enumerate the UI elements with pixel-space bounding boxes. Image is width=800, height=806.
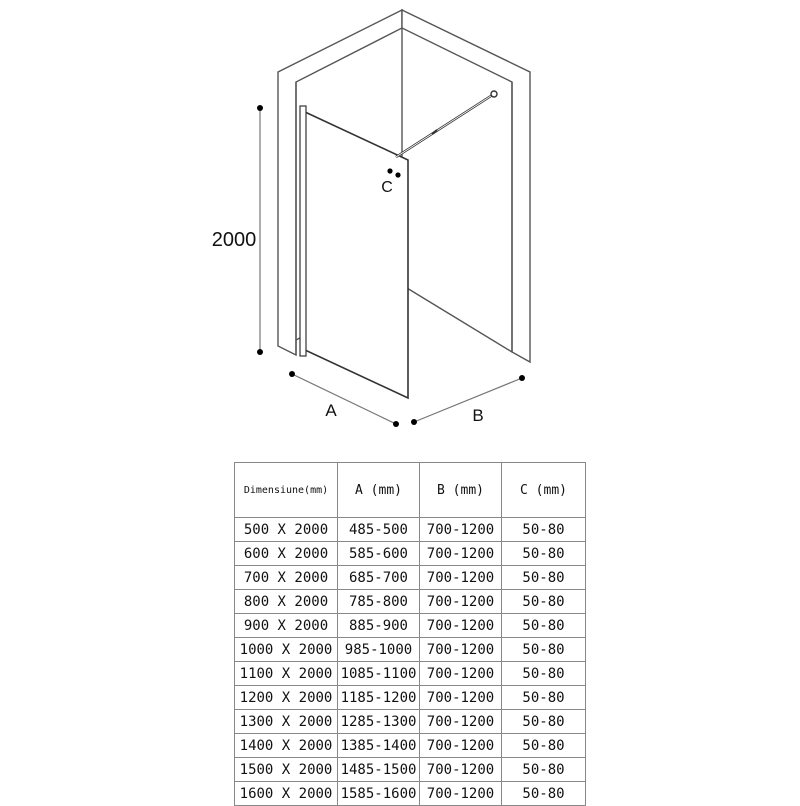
cell-c: 50-80 — [502, 758, 586, 782]
cell-a: 1285-1300 — [338, 710, 420, 734]
cell-b: 700-1200 — [420, 566, 502, 590]
cell-dimension: 1600 X 2000 — [235, 782, 338, 806]
cell-b: 700-1200 — [420, 614, 502, 638]
table-row — [235, 614, 586, 638]
cell-c: 50-80 — [502, 782, 586, 806]
cell-c: 50-80 — [502, 566, 586, 590]
table-row — [235, 638, 586, 662]
cell-c: 50-80 — [502, 662, 586, 686]
cell-dimension: 1100 X 2000 — [235, 662, 338, 686]
header-dimension: Dimensiune(mm) — [235, 463, 338, 518]
table-row — [235, 662, 586, 686]
cell-a: 1385-1400 — [338, 734, 420, 758]
cell-dimension: 1400 X 2000 — [235, 734, 338, 758]
label-c: C — [381, 179, 393, 196]
cell-dimension: 500 X 2000 — [235, 518, 338, 542]
cell-dimension: 600 X 2000 — [235, 542, 338, 566]
table-row — [235, 734, 586, 758]
cell-b: 700-1200 — [420, 518, 502, 542]
cell-a: 785-800 — [338, 590, 420, 614]
table-row — [235, 758, 586, 782]
cell-a: 485-500 — [338, 518, 420, 542]
cell-c: 50-80 — [502, 518, 586, 542]
cell-c: 50-80 — [502, 590, 586, 614]
cell-b: 700-1200 — [420, 782, 502, 806]
cell-dimension: 1300 X 2000 — [235, 710, 338, 734]
cell-b: 700-1200 — [420, 542, 502, 566]
cell-a: 1085-1100 — [338, 662, 420, 686]
cell-a: 885-900 — [338, 614, 420, 638]
cell-a: 585-600 — [338, 542, 420, 566]
cell-b: 700-1200 — [420, 758, 502, 782]
glass-panel — [305, 112, 408, 398]
table-row — [235, 590, 586, 614]
cell-dimension: 1200 X 2000 — [235, 686, 338, 710]
table-row — [235, 710, 586, 734]
table-row — [235, 566, 586, 590]
cell-b: 700-1200 — [420, 710, 502, 734]
cell-c: 50-80 — [502, 686, 586, 710]
dimensions-table — [234, 462, 586, 806]
dimension-b-line — [414, 378, 522, 422]
cell-b: 700-1200 — [420, 638, 502, 662]
table-row — [235, 782, 586, 806]
cell-c: 50-80 — [502, 710, 586, 734]
table-row — [235, 542, 586, 566]
cell-b: 700-1200 — [420, 662, 502, 686]
cell-dimension: 1000 X 2000 — [235, 638, 338, 662]
table-row — [235, 518, 586, 542]
cell-b: 700-1200 — [420, 686, 502, 710]
cell-b: 700-1200 — [420, 590, 502, 614]
cell-a: 985-1000 — [338, 638, 420, 662]
header-c: C (mm) — [502, 463, 586, 518]
cell-a: 1185-1200 — [338, 686, 420, 710]
cell-dimension: 800 X 2000 — [235, 590, 338, 614]
header-b: B (mm) — [420, 463, 502, 518]
cell-c: 50-80 — [502, 638, 586, 662]
cell-dimension: 900 X 2000 — [235, 614, 338, 638]
cell-c: 50-80 — [502, 614, 586, 638]
height-label: 2000 — [211, 229, 257, 251]
cell-dimension: 700 X 2000 — [235, 566, 338, 590]
label-b: B — [472, 406, 484, 425]
label-a: A — [325, 401, 337, 420]
cell-c: 50-80 — [502, 542, 586, 566]
header-a: A (mm) — [338, 463, 420, 518]
cell-a: 685-700 — [338, 566, 420, 590]
cell-b: 700-1200 — [420, 734, 502, 758]
right-wall — [402, 10, 530, 362]
cell-a: 1485-1500 — [338, 758, 420, 782]
cell-a: 1585-1600 — [338, 782, 420, 806]
wall-profile — [300, 106, 306, 356]
table-header-row — [235, 463, 586, 518]
cell-c: 50-80 — [502, 734, 586, 758]
table-row — [235, 686, 586, 710]
cell-dimension: 1500 X 2000 — [235, 758, 338, 782]
